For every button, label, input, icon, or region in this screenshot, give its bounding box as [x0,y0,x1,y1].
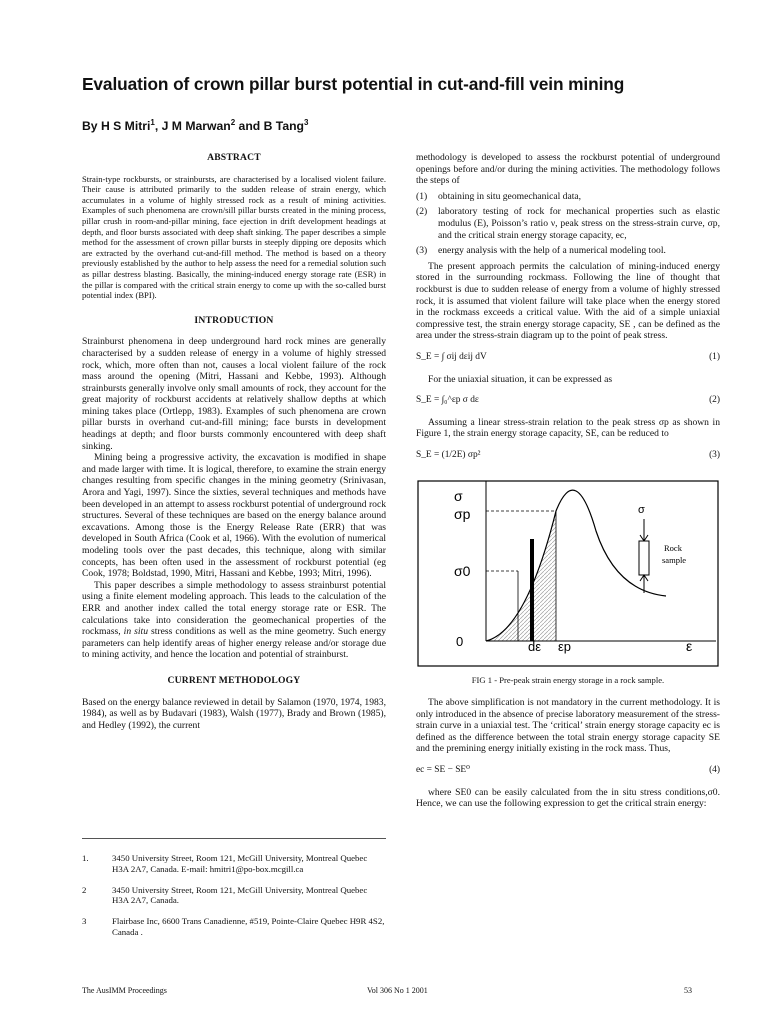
affil-mark-1: 1 [150,118,155,127]
linear-para: Assuming a linear stress-strain relation to the peak stress σp as shown in Figure 1, the strain energy storage capacity, SE, can be reduced to [416,416,720,440]
affil-mark-2: 2 [230,118,236,127]
figure-caption: FIG 1 - Pre-peak strain energy storage in a rock sample. [471,675,665,686]
list-item: (2) laboratory testing of rock for mechanical properties such as elastic modulus (E), Poisson’s ratio ν, peak stress on the stress-strain curve, σp, and the critical strain energy storage capacity, ec, [416,206,720,241]
footer-page: 53 [684,986,692,995]
stress-strain-diagram [416,471,720,671]
equation-1: S_E = ∫ σij dεij dV (1) [416,351,720,362]
equation-3: S_E = (1/2E) σp² (3) [416,449,720,460]
critical-energy-para: where SE0 can be easily calculated from the in situ stress conditions,σ0. Hence, we can use the following expression to get the critical strain energy: [416,786,720,810]
footer-volume: Vol 306 No 1 2001 [367,986,428,995]
fig-label-sigma-p: σp [454,506,471,523]
fig-label-eps-p: εp [558,639,572,655]
intro-para-2: Mining being a progressive activity, the excavation is modified in shape and made larger with time. It is logical, therefore, to examine the strain energy changes resulting from specific changes in the mining geometry (Srinivasan, Arora and Yagi, 1997). Since the sixties, several techniques and methods have been developed in an attempt to assess rockburst potential of underground rock structures. Several of these techniques are based on the energy balance around excavations. Among those is the Energy Release Rate (ERR) that was developed in South Africa (Cook et al, 1966). With the evolution of numerical modeling tools over the past decades, this technique, along with similar concepts, has been often used in the assessment of rockburst potential (eg Cook, 1978; Boldstad, 1990, Mitri, Hassani and Kebbe, 1993; Mitri, 1996). [82,452,386,580]
author-1: By H S Mitri [82,119,151,134]
equation-2: S_E = ∫₀^εp σ dε (2) [416,395,720,406]
left-column [82,152,386,731]
fig-label-rock: Rock [664,543,682,554]
fig-label-sigma-0: σ0 [454,563,471,580]
approach-para: The present approach permits the calculation of mining-induced energy stored in the surrounding rockmass. Following the line of thought that rockburst is due to sudden release of energy from a volume of highly stressed rock, it is assumed that violent failure will take place when the energy stored in the rockmass exceeds a critical value. With the aid of a simple uniaxial compressive test, the strain energy storage capacity, SE , can be defined as the area under the stress-strain diagram up to the point of peak stress. [416,260,720,342]
intro-para-1: Strainburst phenomena in deep underground hard rock mines are generally characterised by a sudden release of energy in a volume of highly stressed rock, which, more often than not, causes a local violent failure of the rock mass around the opening (Mitri, Hassani and Kebbe, 1993). Although strainbursts generally involve only small amounts of rock, they account for the great majority of rockburst accidents at relatively shallow depths at which mining takes place (Ortlepp, 1983). Examples of such phenomena are crown pillar bursts in overhand cut-and-fill mining; face bursts in development headings at depth; and floor bursts commonly encountered with deep shaft sinking. [82,336,386,452]
method-para: methodology is developed to assess the rockburst potential of underground openings before and/or during the mining activities. The methodology follows the steps of [416,152,720,187]
list-item: (3) energy analysis with the help of a numerical modeling tool. [416,245,666,257]
paper-title: Evaluation of crown pillar burst potential in cut-and-fill vein mining [82,74,625,94]
fig-label-sigma: σ [454,488,463,505]
fig-label-sample: sample [662,555,687,566]
energy-area [486,511,556,641]
footnote-1: 1. 3450 University Street, Room 121, McGill University, Montreal Quebec H3A 2A7, Canada. E-mail: hmitri1@po-box.mcgill.ca [82,853,368,874]
author-line [82,118,308,133]
fig-label-eps: ε [686,638,693,655]
equation-4: ec = SE − SE⁰ (4) [416,765,720,776]
fig-label-zero: 0 [456,634,464,650]
figure-1 [416,471,720,671]
author-2: , J M Marwan [154,119,231,134]
rock-sample-icon [639,519,649,593]
fig-label-deps: dε [528,639,542,655]
abstract-heading: ABSTRACT [207,152,261,163]
right-column [416,152,720,810]
uniaxial-para: For the uniaxial situation, it can be expressed as [428,373,613,385]
abstract-text: Strain-type rockbursts, or strainbursts, are characterised by a localised violent failure. Their cause is attributed primarily to the sudden release of strain energy, which accumulates in a volume of highly stressed rock as a result of mining activities. Examples of such phenomena are crown/sill pillar bursts created in the mining process, pillar crush in room-and-pillar mining, face ejection in drift development headings at depth, and floor bursts associated with deep shaft sinking. The paper describes a simple method for the assessment of crown pillar bursts in steeply dipping ore deposits which are extracted by the overhand cut-and-fill method. The method is based on a theory previously established by the author to help assess the need for a remedial solution such as pillar destress blasting. Basically, the mining-induced energy storage rate (ESR) in the pillar is compared with the critical strain energy to come up with the so-called burst potential index (BPI). [82,173,386,301]
affil-mark-3: 3 [304,118,309,127]
fig-label-sample-sigma: σ [638,504,645,517]
list-item: (1) obtaining in situ geomechanical data, [416,190,582,202]
intro-heading: INTRODUCTION [194,314,274,326]
simplification-para: The above simplification is not mandatory in the current methodology. It is only introduced in the absence of precise laboratory measurement of the stress-strain curve in a uniaxial test. The ‘critical’ strain energy storage capacity ec is defined as the difference between the total strain energy storage capacity SE and the premining energy initially existing in the rock mass. Thus, [416,697,720,755]
footnote-3: 3 Flairbase Inc, 6600 Trans Canadienne, #519, Pointe-Claire Quebec H9R 4S2, Canada . [82,916,385,937]
footnote-2: 2 3450 University Street, Room 121, McGill University, Montreal Quebec H3A 2A7, Canada. [82,884,368,906]
methodology-para-1: Based on the energy balance reviewed in detail by Salamon (1970, 1974, 1983, 1984), as well as by Budavari (1983), Walsh (1977), Brady and Brown (1985), and Hedley (1992), the current [82,696,386,731]
author-3: and B Tang [235,119,305,134]
methodology-heading: CURRENT METHODOLOGY [167,674,301,686]
intro-para-3: This paper describes a simple methodology to assess strainburst potential using a finite element modeling approach. This leads to the calculation of the ERR and another index called the total energy storage rate or ESR. The calculations take into consideration the geomechanical properties of the rockmass, in situ stress conditions as well as the mine geometry. Such energy parameters can help identify areas of higher energy release and/or storage due to mining activity, and hence the location and potential of strainburst. [82,579,386,661]
footnotes [82,838,386,948]
footer-journal: The AusIMM Proceedings [82,986,167,995]
